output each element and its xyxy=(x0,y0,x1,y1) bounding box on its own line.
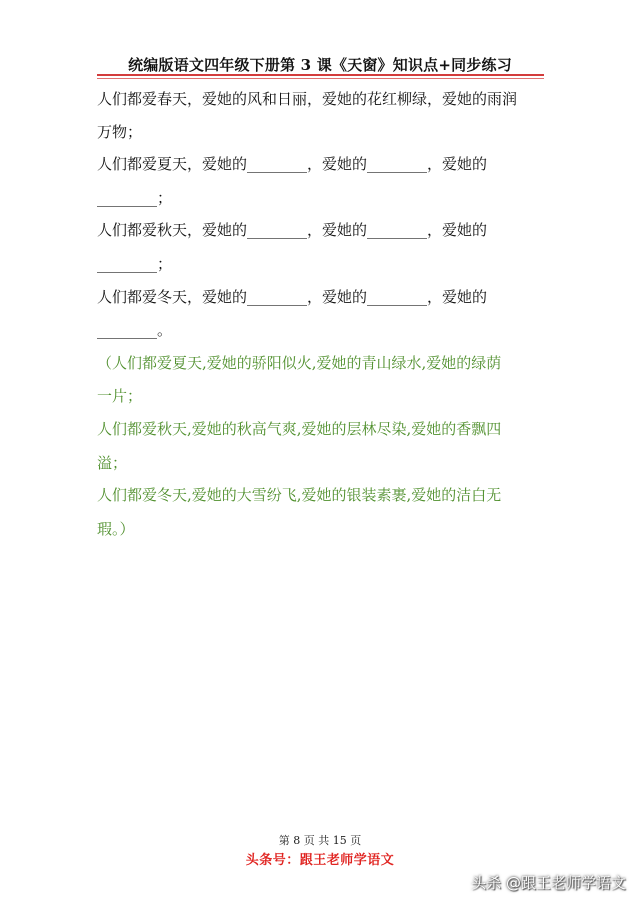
header-rule-bottom xyxy=(97,78,544,79)
answer-line: 人们都爱秋天,爱她的秋高气爽,爱她的层林尽染,爱她的香飘四 xyxy=(97,420,502,438)
document-title: 统编版语文四年级下册第 3 课《天窗》知识点+同步练习 xyxy=(128,56,512,74)
exercise-line: 人们都爱夏天，爱她的________，爱她的________，爱她的 xyxy=(97,155,488,173)
answer-line: 人们都爱冬天,爱她的大雪纷飞,爱她的银装素裹,爱她的洁白无 xyxy=(97,486,502,504)
exercise-line: ________。 xyxy=(97,321,173,339)
answer-line: 瑕。） xyxy=(97,520,135,538)
page-number: 第 8 页 共 15 页 xyxy=(278,834,362,847)
answer-line: 一片； xyxy=(97,387,143,405)
exercise-line: 万物； xyxy=(97,123,143,141)
exercise-line: 人们都爱秋天，爱她的________，爱她的________，爱她的 xyxy=(97,221,488,239)
header-rule-top xyxy=(97,74,544,76)
watermark: 头杀 @跟王老师学语文 xyxy=(471,874,626,892)
answer-line: 溢； xyxy=(97,454,128,472)
answer-line: （人们都爱夏天,爱她的骄阳似火,爱她的青山绿水,爱她的绿荫 xyxy=(97,354,502,372)
exercise-line: ________； xyxy=(97,189,173,207)
exercise-line: ________； xyxy=(97,255,173,273)
footer-brand: 头条号：跟王老师学语文 xyxy=(245,853,395,868)
exercise-line: 人们都爱冬天，爱她的________，爱她的________，爱她的 xyxy=(97,288,488,306)
exercise-line: 人们都爱春天，爱她的风和日丽，爱她的花红柳绿，爱她的雨润 xyxy=(97,90,518,108)
